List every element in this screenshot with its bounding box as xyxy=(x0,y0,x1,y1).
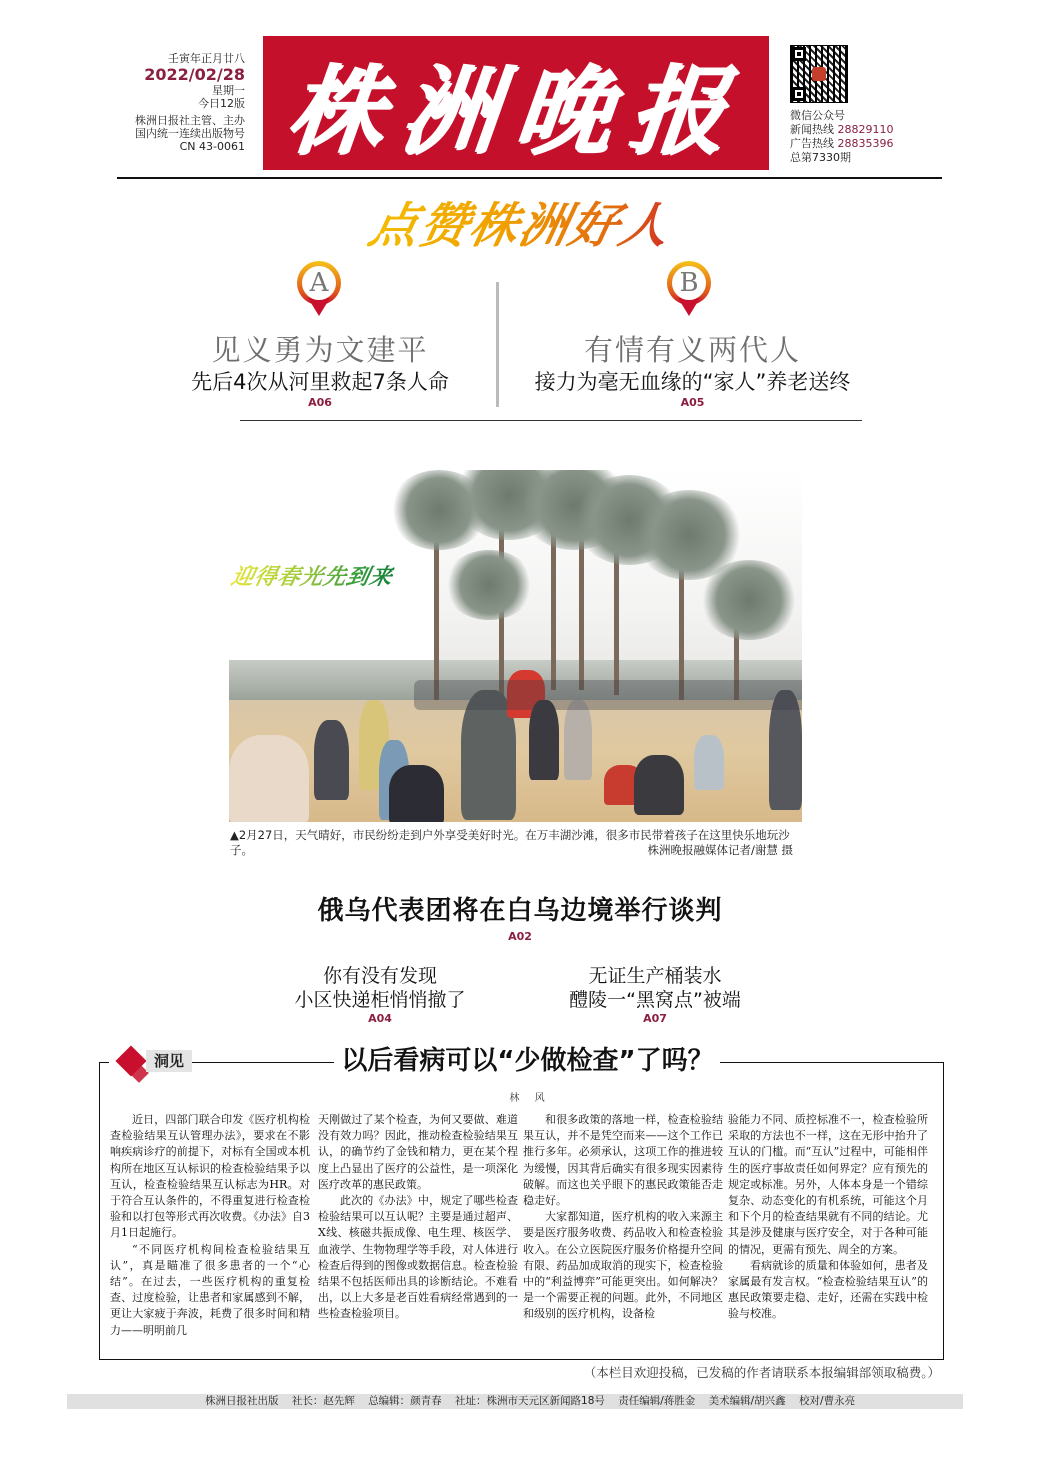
masthead-divider xyxy=(117,177,942,179)
feature-title: 点赞株洲好人 xyxy=(329,196,712,256)
president: 社长：赵先辉 xyxy=(291,1395,355,1407)
paragraph: 看病就诊的质量和体验如何，患者及家属最有发言权。“检查检验结果互认”的惠民政策要走稳、走好，还需在实践中检验与校准。 xyxy=(728,1258,928,1321)
masthead-contact xyxy=(790,45,940,165)
newspaper-logo xyxy=(263,36,769,170)
story-subtitle[interactable]: 接力为毫无血缘的“家人”养老送终 xyxy=(534,370,851,394)
paragraph: 验能力不同、质控标准不一，检查检验所采取的方法也不一样，这在无形中抬升了互认的门槛。而“互认”过程中，可能相伴生的医疗事故责任如何界定？应有预先的规定或标准。另外，人体本身是一个错综复杂、动态变化的有机系统，可能这个月和下个月的检查结果就有不同的结论。尤其是涉及健康与医疗安全，对于各种可能的情况，更需有预先、周全的方案。 xyxy=(728,1113,928,1256)
news-hotline xyxy=(790,123,940,137)
box-rule xyxy=(99,1062,109,1063)
column-text-1 xyxy=(110,1112,310,1339)
page-reference[interactable]: A06 xyxy=(308,396,332,409)
column-text-2 xyxy=(318,1112,518,1323)
newspaper-title: 株洲晚报 xyxy=(281,53,750,167)
paragraph: 天刚做过了某个检查，为何又要做、难道没有效力吗？因此，推动检查检验结果互认，的确节约了金钱和精力，更在某个程度上凸显出了医疗的公益性，是一项深化医疗改革的惠民政策。 xyxy=(318,1113,518,1191)
paragraph: 近日，四部门联合印发《医疗机构检查检验结果互认管理办法》，要求在不影响疾病诊疗的前提下，对标有全国或本机构所在地区互认标识的检查检验结果予以互认，检查检验结果互认标志为HR。对于符合互认条件的，不得重复进行检查检验和以打包等形式再次收费。《办法》自3月1日起施行。 xyxy=(110,1113,310,1240)
column-tag xyxy=(112,1046,208,1076)
page-reference[interactable]: A07 xyxy=(643,1012,667,1025)
page-reference[interactable]: A02 xyxy=(508,930,532,943)
publisher: 株洲日报社出版 xyxy=(205,1395,279,1407)
imprint-footer xyxy=(67,1394,963,1409)
weekday: 星期一 xyxy=(212,84,245,97)
cn-number: CN 43-0061 xyxy=(179,140,245,153)
news-hotline-label: 新闻热线 xyxy=(790,123,834,136)
issue-date: 2022/02/28 xyxy=(144,65,245,84)
page-reference[interactable]: A05 xyxy=(680,396,705,409)
story-a[interactable] xyxy=(160,332,480,410)
brief-line-2[interactable]: 醴陵一“黑窝点”被端 xyxy=(569,989,741,1011)
box-rule xyxy=(720,1062,944,1063)
address: 社址：株洲市天元区新闻路18号 xyxy=(455,1395,605,1407)
column-text-3 xyxy=(523,1112,723,1323)
location-pin-icon xyxy=(664,258,714,320)
paragraph: 大家都知道，医疗机构的收入来源主要是医疗服务收费、药品收入和检查检验收入。在公立医院医疗服务价格提升空间有限、药品加成取消的现实下，检查检验中的“利益博弈”可能更突出。如何解决？是一个需要正视的问题。此外，不同地区和级别的医疗机构，设备检 xyxy=(523,1210,723,1321)
lunar-date: 壬寅年正月廿八 xyxy=(168,52,245,65)
proofreader: 校对/曹永亮 xyxy=(799,1395,856,1407)
location-pin-icon xyxy=(294,258,344,320)
beach-photo[interactable] xyxy=(229,470,802,822)
story-b[interactable] xyxy=(505,332,880,410)
story-subtitle[interactable]: 先后4次从河里救起7条人命 xyxy=(191,370,449,394)
pin-letter-a: A xyxy=(302,266,336,300)
story-headline[interactable]: 有情有义两代人 xyxy=(583,333,801,367)
photo-caption xyxy=(230,828,803,858)
caption-text: ▲2月27日，天气晴好，市民纷纷走到户外享受美好时光。在万丰湖沙滩，很多市民带着孩子在这里快乐地玩沙子。 xyxy=(230,828,790,857)
brief-line-2[interactable]: 小区快递柜悄悄撤了 xyxy=(294,989,466,1011)
chief-editor: 总编辑：颜青春 xyxy=(368,1395,442,1407)
photo-credit: 株洲晚报融媒体记者/谢慧 摄 xyxy=(647,843,793,857)
submission-note: （本栏目欢迎投稿，已发稿的作者请联系本报编辑部领取稿费。） xyxy=(583,1365,940,1380)
vertical-divider xyxy=(496,282,499,407)
story-headline[interactable]: 见义勇为文建平 xyxy=(211,333,429,367)
ad-hotline-label: 广告热线 xyxy=(790,137,834,150)
photo-overlay-title: 迎得春光先到来 xyxy=(229,560,397,591)
paragraph: 此次的《办法》中，规定了哪些检查检验结果可以互认呢？主要是通过超声、X线、核磁共振成像、电生理、核医学、血液学、生物物理学等手段，对人体进行检查后得到的图像或数据信息。检查检验结果不包括医师出具的诊断结论。不难看出，以上大多是老百姓看病经常遇到的一些检查检验项目。 xyxy=(318,1194,518,1321)
paragraph: “不同医疗机构间检查检验结果互认”，真是瞄准了很多患者的一个“心结”。在过去，一些医疗机构的重复检查、过度检验，让患者和家属感到不解，更让大家疲于奔波，耗费了很多时间和精力——明明前几 xyxy=(110,1242,310,1337)
qr-code-icon[interactable] xyxy=(790,45,848,103)
column-headline[interactable]: 以后看病可以“少做检查”了吗？ xyxy=(341,1046,714,1076)
brief-line-1[interactable]: 无证生产桶装水 xyxy=(588,965,722,987)
lead-headline[interactable]: 俄乌代表团将在白乌边境举行谈判 xyxy=(317,896,723,926)
paragraph: 和很多政策的落地一样，检查检验结果互认，并不是凭空而来——这个工作已推行多年。必须承认，这项工作的推进较为缓慢，因其背后确实有很多现实因素待破解。而这也关乎眼下的惠民政策能否走稳走好。 xyxy=(523,1113,723,1208)
column-tag-label: 洞见 xyxy=(146,1050,192,1072)
page-count: 今日12版 xyxy=(198,97,245,110)
pin-letter-b: B xyxy=(672,266,706,300)
brief-line-1[interactable]: 你有没有发现 xyxy=(322,965,437,987)
issue-number: 总第7330期 xyxy=(790,151,851,164)
column-text-4 xyxy=(728,1112,928,1323)
news-hotline-number: 28829110 xyxy=(837,123,894,136)
wechat-label: 微信公众号 xyxy=(790,109,845,122)
sponsor: 株洲日报社主管、主办 xyxy=(135,114,245,127)
ad-hotline xyxy=(790,137,940,151)
brief-story[interactable] xyxy=(540,964,770,1026)
responsible-editor: 责任编辑/蒋胜金 xyxy=(618,1395,696,1407)
page-reference[interactable]: A04 xyxy=(368,1012,392,1025)
masthead-info xyxy=(120,52,245,153)
column-author: 林 风 xyxy=(509,1093,551,1104)
ad-hotline-number: 28835396 xyxy=(837,137,894,150)
art-editor: 美术编辑/胡兴鑫 xyxy=(708,1395,786,1407)
serial-label: 国内统一连续出版物号 xyxy=(135,127,245,140)
section-divider xyxy=(240,420,862,421)
brief-story[interactable] xyxy=(270,964,490,1026)
